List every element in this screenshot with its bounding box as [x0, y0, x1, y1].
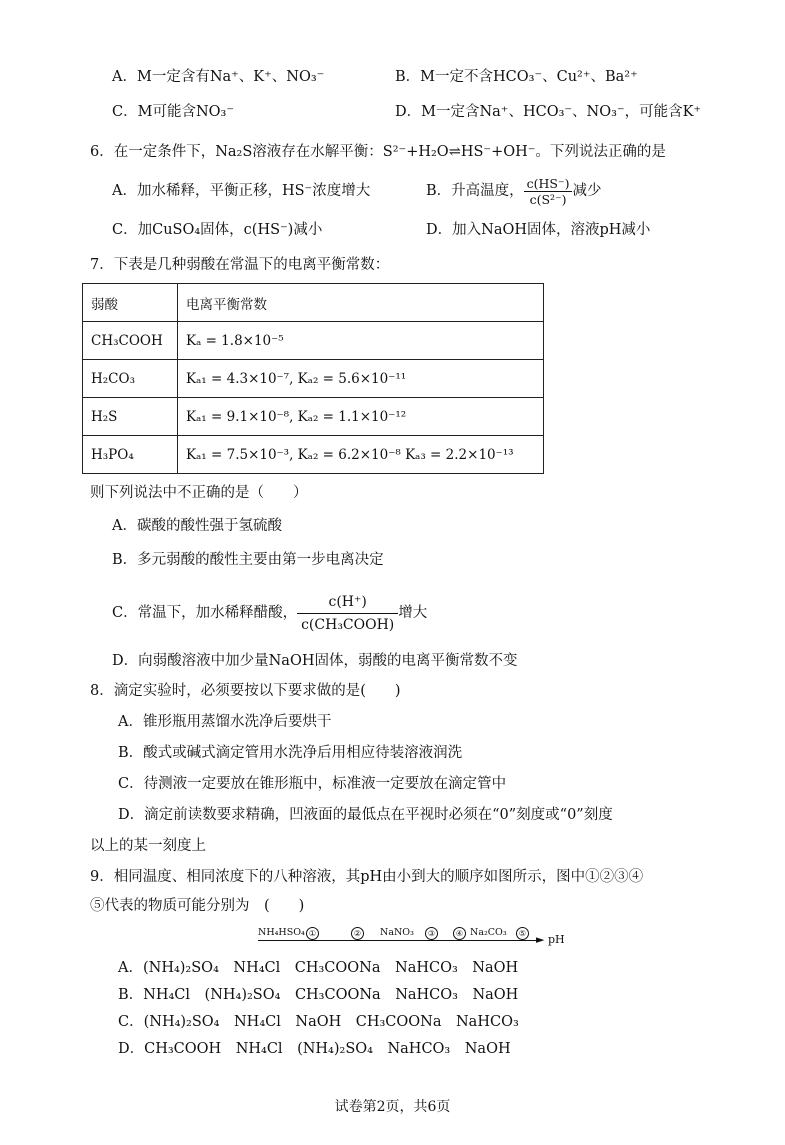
axis-label-nano3: NaNO₃ — [380, 927, 414, 938]
q7-option-c-suffix: 增大 — [398, 605, 428, 621]
axis-marker-4: ④ — [453, 927, 466, 940]
q9-stem-line1: 9．相同温度、相同浓度下的八种溶液，其pH由小到大的顺序如图所示，图中①②③④ — [90, 869, 644, 885]
table-header-cell: 电离平衡常数 — [178, 284, 544, 322]
table-header-row — [83, 284, 544, 322]
q6-stem: 6．在一定条件下，Na₂S溶液存在水解平衡：S²⁻+H₂O⇌HS⁻+OH⁻。下列说法正确的是 — [90, 144, 666, 160]
q8-stem: 8．滴定实验时，必须要按以下要求做的是( ) — [90, 683, 401, 699]
q8-option-b: B．酸式或碱式滴定管用水洗净后用相应待装溶液润洗 — [118, 745, 463, 761]
q9-option-a: A．(NH₄)₂SO₄ NH₄Cl CH₃COONa NaHCO₃ NaOH — [118, 960, 519, 976]
table-row — [83, 360, 544, 398]
axis-marker-1: ① — [306, 927, 319, 940]
q7-fraction — [297, 592, 398, 635]
q8-option-d: D．滴定前读数要求精确，凹液面的最低点在平视时必须在“0”刻度或“0”刻度 — [118, 807, 613, 823]
q6-option-b-suffix: 减少 — [572, 183, 602, 199]
q6-option-d: D．加入NaOH固体，溶液pH减小 — [426, 222, 651, 238]
q9-option-d: D．CH₃COOH NH₄Cl (NH₄)₂SO₄ NaHCO₃ NaOH — [118, 1041, 511, 1057]
q6-fraction-numerator: c(HS⁻) — [524, 176, 573, 192]
q7-option-d: D．向弱酸溶液中加少量NaOH固体，弱酸的电离平衡常数不变 — [112, 653, 518, 669]
q6-option-b-prefix: B．升高温度， — [426, 183, 524, 199]
q7-option-a: A．碳酸的酸性强于氢硫酸 — [112, 518, 282, 534]
q5-option-c: C．M可能含NO₃⁻ — [112, 104, 234, 120]
q7-option-c — [112, 590, 427, 636]
q6-fraction-denominator: c(S²⁻) — [529, 191, 567, 207]
page-footer: 试卷第2页，共6页 — [334, 1099, 451, 1115]
axis-marker-2: ② — [351, 927, 364, 940]
q6-option-c: C．加CuSO₄固体，c(HS⁻)减小 — [112, 222, 323, 238]
q7-fraction-denominator: c(CH₃COOH) — [301, 616, 395, 633]
table-row — [83, 398, 544, 436]
q8-option-d-continued: 以上的某一刻度上 — [90, 838, 206, 854]
table-cell-acid: H₂S — [83, 398, 178, 436]
ph-order-axis — [258, 925, 565, 947]
table-cell-constant: Kₐ₁ = 9.1×10⁻⁸, Kₐ₂ = 1.1×10⁻¹² — [178, 398, 544, 436]
table-row — [83, 436, 544, 474]
q7-fraction-numerator: c(H⁺) — [297, 592, 398, 614]
ionization-constants-table — [82, 283, 544, 474]
q8-option-a: A．锥形瓶用蒸馏水洗净后要烘干 — [118, 714, 332, 730]
q6-fraction — [524, 176, 573, 207]
axis-line — [258, 940, 538, 941]
q9-option-c: C．(NH₄)₂SO₄ NH₄Cl NaOH CH₃COONa NaHCO₃ — [118, 1014, 519, 1030]
table-cell-constant: Kₐ = 1.8×10⁻⁵ — [178, 322, 544, 360]
q7-option-c-prefix: C．常温下，加水稀释醋酸， — [112, 605, 298, 621]
table-cell-acid: H₂CO₃ — [83, 360, 178, 398]
q7-stem: 7．下表是几种弱酸在常温下的电离平衡常数： — [90, 257, 390, 273]
table-row — [83, 322, 544, 360]
axis-label-ph: pH — [548, 933, 565, 946]
table-cell-constant: Kₐ₁ = 7.5×10⁻³, Kₐ₂ = 6.2×10⁻⁸ Kₐ₃ = 2.2×10⁻¹³ — [178, 436, 544, 474]
q6-option-b — [426, 173, 601, 209]
q9-stem-line2: ⑤代表的物质可能分别为 ( ) — [90, 898, 305, 914]
q5-option-d: D．M一定含Na⁺、HCO₃⁻、NO₃⁻，可能含K⁺ — [395, 104, 702, 120]
table-header-cell: 弱酸 — [83, 284, 178, 322]
axis-marker-5: ⑤ — [516, 927, 529, 940]
q9-option-b: B．NH₄Cl (NH₄)₂SO₄ CH₃COONa NaHCO₃ NaOH — [118, 987, 519, 1003]
q5-option-b: B．M一定不含HCO₃⁻、Cu²⁺、Ba²⁺ — [395, 69, 638, 85]
q6-option-a: A．加水稀释，平衡正移，HS⁻浓度增大 — [112, 183, 371, 199]
table-cell-constant: Kₐ₁ = 4.3×10⁻⁷, Kₐ₂ = 5.6×10⁻¹¹ — [178, 360, 544, 398]
axis-marker-3: ③ — [425, 927, 438, 940]
q5-option-a: A．M一定含有Na⁺、K⁺、NO₃⁻ — [112, 69, 325, 85]
table-cell-acid: H₃PO₄ — [83, 436, 178, 474]
axis-label-na2co3: Na₂CO₃ — [470, 927, 507, 938]
q7-question: 则下列说法中不正确的是（ ） — [90, 485, 308, 501]
axis-arrow-icon: ► — [536, 933, 545, 946]
axis-label-nh4hso4: NH₄HSO₄ — [258, 927, 305, 938]
q8-option-c: C．待测液一定要放在锥形瓶中，标准液一定要放在滴定管中 — [118, 776, 507, 792]
table-cell-acid: CH₃COOH — [83, 322, 178, 360]
q7-option-b: B．多元弱酸的酸性主要由第一步电离决定 — [112, 552, 384, 568]
